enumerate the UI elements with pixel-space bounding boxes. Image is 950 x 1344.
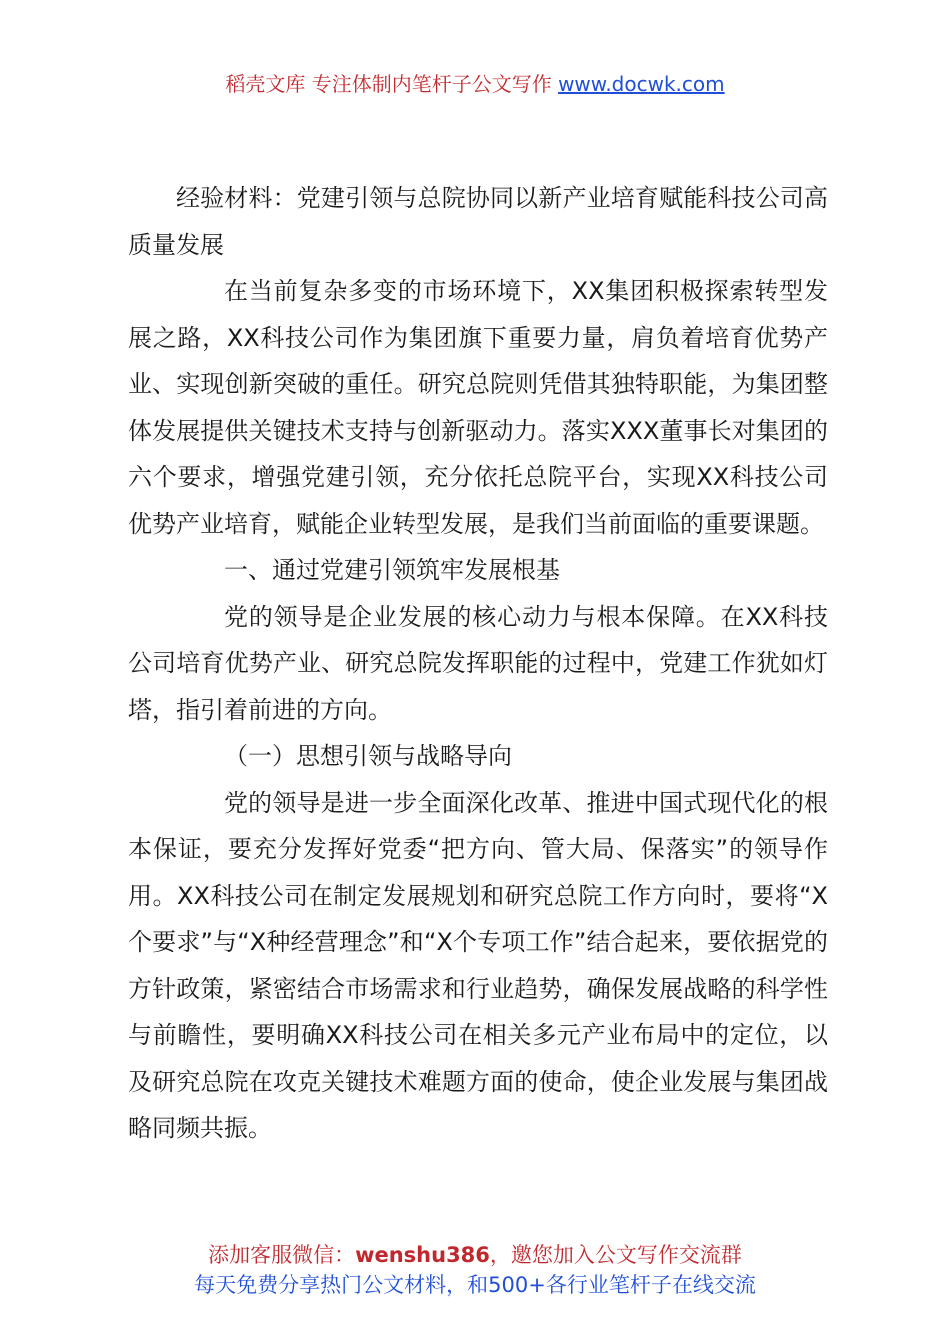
header-url-link[interactable]: www.docwk.com <box>558 72 725 96</box>
section-1-paragraph: 党的领导是企业发展的核心动力与根本保障。在XX科技公司培育优势产业、研究总院发挥职能的过程中，党建工作犹如灯塔，指引着前进的方向。 <box>128 602 828 724</box>
page-footer <box>0 1240 950 1300</box>
intro-paragraph: 在当前复杂多变的市场环境下，XX集团积极探索转型发展之路，XX科技公司作为集团旗下重要力量，肩负着培育优势产业、实现创新突破的重任。研究总院则凭借其独特职能，为集团整体发展提供关键技术支持与创新驱动力。落实XXX董事长对集团的六个要求，增强党建引领，充分依托总院平台，实现XX科技公司优势产业培育，赋能企业转型发展，是我们当前面临的重要课题。 <box>128 277 828 538</box>
footer-line-1 <box>0 1240 950 1270</box>
footer-wechat-prefix: 添加客服微信： <box>208 1243 356 1267</box>
page-header <box>0 70 950 98</box>
subsection-1-paragraph: 党的领导是进一步全面深化改革、推进中国式现代化的根本保证，要充分发挥好党委“把方向、管大局、保落实”的领导作用。XX科技公司在制定发展规划和研究总院工作方向时，要将“X个要求”与“X种经营理念”和“X个专项工作”结合起来，要依据党的方针政策，紧密结合市场需求和行业趋势，确保发展战略的科学性与前瞻性，要明确XX科技公司在相关多元产业布局中的定位，以及研究总院在攻克关键技术难题方面的使命，使企业发展与集团战略同频共振。 <box>128 788 828 1142</box>
subsection-1-heading: （一）思想引领与战略导向 <box>224 742 512 770</box>
document-body <box>128 175 828 1152</box>
footer-wechat-suffix: ，邀您加入公文写作交流群 <box>489 1243 742 1267</box>
footer-line-2: 每天免费分享热门公文材料，和500+各行业笔杆子在线交流 <box>194 1273 756 1297</box>
header-brand: 稻壳文库 专注体制内笔杆子公文写作 <box>225 72 552 96</box>
document-title: 经验材料：党建引领与总院协同以新产业培育赋能科技公司高质量发展 <box>128 184 828 259</box>
footer-wechat-id: wenshu386 <box>355 1243 490 1267</box>
section-1-heading: 一、通过党建引领筑牢发展根基 <box>224 556 560 584</box>
